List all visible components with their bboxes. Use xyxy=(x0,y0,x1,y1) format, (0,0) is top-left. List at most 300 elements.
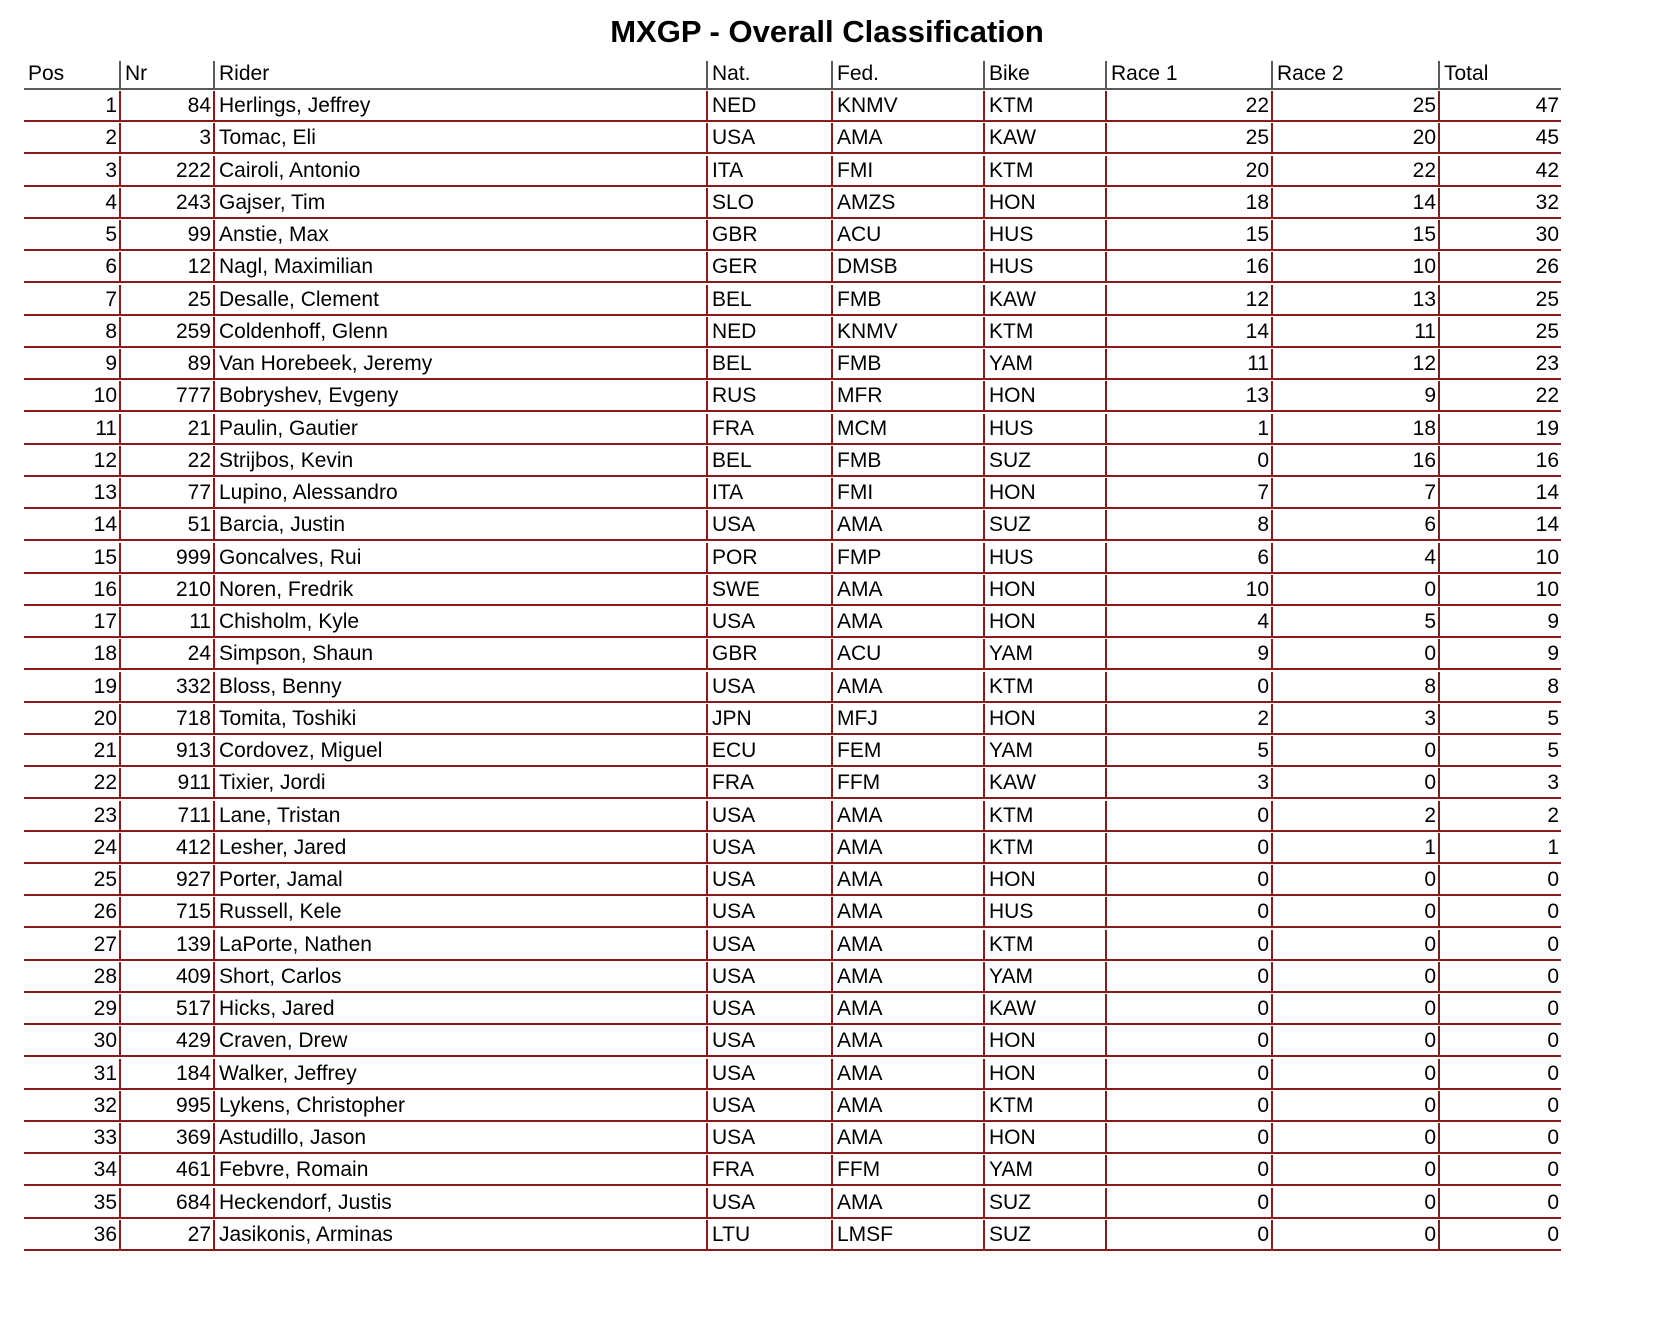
table-cell-race2: 0 xyxy=(1273,930,1440,961)
table-cell-fed: AMA xyxy=(833,123,985,154)
table-cell-pos: 27 xyxy=(24,930,121,961)
table-cell-total: 19 xyxy=(1440,414,1561,445)
table-cell-race2: 0 xyxy=(1273,736,1440,767)
table-cell-race2: 5 xyxy=(1273,607,1440,638)
table-cell-pos: 28 xyxy=(24,962,121,993)
header-divider xyxy=(1438,61,1440,90)
table-cell-rider: Lupino, Alessandro xyxy=(215,478,708,509)
table-cell-nr: 429 xyxy=(121,1026,215,1057)
table-cell-total: 9 xyxy=(1440,639,1561,670)
table-cell-race2: 10 xyxy=(1273,252,1440,283)
table-cell-race1: 11 xyxy=(1107,349,1273,380)
table-cell-rider: Chisholm, Kyle xyxy=(215,607,708,638)
table-cell-race2: 12 xyxy=(1273,349,1440,380)
table-cell-bike: KAW xyxy=(985,768,1107,799)
table-cell-race2: 4 xyxy=(1273,543,1440,574)
table-cell-fed: FMB xyxy=(833,446,985,477)
table-cell-nr: 259 xyxy=(121,317,215,348)
table-cell-nr: 913 xyxy=(121,736,215,767)
table-cell-race1: 1 xyxy=(1107,414,1273,445)
table-cell-rider: Noren, Fredrik xyxy=(215,575,708,606)
column-header-nr: Nr xyxy=(121,59,215,90)
table-cell-pos: 21 xyxy=(24,736,121,767)
table-cell-race1: 9 xyxy=(1107,639,1273,670)
table-cell-nat: RUS xyxy=(708,381,833,412)
table-cell-nr: 51 xyxy=(121,510,215,541)
table-cell-total: 0 xyxy=(1440,1059,1561,1090)
table-cell-nat: USA xyxy=(708,801,833,832)
table-cell-race2: 0 xyxy=(1273,1123,1440,1154)
header-divider xyxy=(983,61,985,90)
table-cell-pos: 5 xyxy=(24,220,121,251)
table-cell-nr: 995 xyxy=(121,1091,215,1122)
table-cell-pos: 17 xyxy=(24,607,121,638)
table-cell-nr: 369 xyxy=(121,1123,215,1154)
table-cell-fed: AMA xyxy=(833,672,985,703)
table-cell-rider: Tixier, Jordi xyxy=(215,768,708,799)
table-cell-nr: 777 xyxy=(121,381,215,412)
table-cell-pos: 29 xyxy=(24,994,121,1025)
table-cell-race1: 0 xyxy=(1107,1123,1273,1154)
table-cell-rider: Craven, Drew xyxy=(215,1026,708,1057)
column-header-race2: Race 2 xyxy=(1273,59,1440,90)
table-cell-rider: Walker, Jeffrey xyxy=(215,1059,708,1090)
table-cell-race1: 0 xyxy=(1107,962,1273,993)
table-cell-bike: YAM xyxy=(985,639,1107,670)
table-cell-fed: AMA xyxy=(833,1091,985,1122)
table-cell-fed: AMA xyxy=(833,897,985,928)
table-cell-pos: 12 xyxy=(24,446,121,477)
table-cell-race2: 0 xyxy=(1273,1059,1440,1090)
table-cell-bike: KAW xyxy=(985,994,1107,1025)
table-cell-total: 32 xyxy=(1440,188,1561,219)
table-cell-fed: MFJ xyxy=(833,704,985,735)
table-cell-total: 3 xyxy=(1440,768,1561,799)
table-cell-race1: 5 xyxy=(1107,736,1273,767)
table-cell-fed: AMA xyxy=(833,1059,985,1090)
table-cell-race2: 7 xyxy=(1273,478,1440,509)
table-cell-nr: 210 xyxy=(121,575,215,606)
table-cell-race1: 0 xyxy=(1107,994,1273,1025)
table-cell-total: 1 xyxy=(1440,833,1561,864)
table-cell-nat: USA xyxy=(708,1091,833,1122)
table-cell-pos: 24 xyxy=(24,833,121,864)
table-cell-bike: HON xyxy=(985,865,1107,896)
table-cell-bike: HON xyxy=(985,575,1107,606)
table-cell-nat: FRA xyxy=(708,768,833,799)
table-cell-fed: AMA xyxy=(833,575,985,606)
table-cell-nr: 409 xyxy=(121,962,215,993)
table-cell-nat: ITA xyxy=(708,156,833,187)
table-cell-race2: 0 xyxy=(1273,1220,1440,1251)
table-cell-fed: ACU xyxy=(833,220,985,251)
table-cell-rider: Barcia, Justin xyxy=(215,510,708,541)
table-cell-total: 0 xyxy=(1440,994,1561,1025)
table-cell-bike: KTM xyxy=(985,1091,1107,1122)
column-header-nat: Nat. xyxy=(708,59,833,90)
table-cell-nr: 27 xyxy=(121,1220,215,1251)
table-cell-total: 26 xyxy=(1440,252,1561,283)
table-cell-fed: FMI xyxy=(833,156,985,187)
table-cell-bike: KTM xyxy=(985,156,1107,187)
table-cell-race2: 0 xyxy=(1273,1155,1440,1186)
table-cell-bike: YAM xyxy=(985,1155,1107,1186)
table-cell-nat: SLO xyxy=(708,188,833,219)
table-cell-pos: 13 xyxy=(24,478,121,509)
table-cell-nr: 927 xyxy=(121,865,215,896)
table-cell-rider: Anstie, Max xyxy=(215,220,708,251)
table-cell-race1: 0 xyxy=(1107,801,1273,832)
table-cell-bike: KTM xyxy=(985,930,1107,961)
table-cell-pos: 33 xyxy=(24,1123,121,1154)
table-cell-bike: HUS xyxy=(985,897,1107,928)
table-cell-nat: USA xyxy=(708,994,833,1025)
table-cell-total: 45 xyxy=(1440,123,1561,154)
table-cell-race1: 0 xyxy=(1107,1026,1273,1057)
table-cell-race1: 0 xyxy=(1107,446,1273,477)
table-cell-nat: ECU xyxy=(708,736,833,767)
table-cell-total: 9 xyxy=(1440,607,1561,638)
column-header-pos: Pos xyxy=(24,59,121,90)
table-cell-bike: YAM xyxy=(985,736,1107,767)
table-cell-rider: Cordovez, Miguel xyxy=(215,736,708,767)
table-cell-race2: 16 xyxy=(1273,446,1440,477)
table-cell-nat: BEL xyxy=(708,285,833,316)
column-header-total: Total xyxy=(1440,59,1561,90)
table-cell-pos: 2 xyxy=(24,123,121,154)
table-cell-race1: 0 xyxy=(1107,833,1273,864)
table-cell-bike: KTM xyxy=(985,91,1107,122)
table-cell-bike: HUS xyxy=(985,543,1107,574)
table-cell-pos: 1 xyxy=(24,91,121,122)
table-cell-fed: FEM xyxy=(833,736,985,767)
table-cell-nr: 461 xyxy=(121,1155,215,1186)
table-cell-pos: 11 xyxy=(24,414,121,445)
table-cell-pos: 35 xyxy=(24,1188,121,1219)
table-cell-rider: Simpson, Shaun xyxy=(215,639,708,670)
table-cell-rider: Russell, Kele xyxy=(215,897,708,928)
table-cell-race2: 25 xyxy=(1273,91,1440,122)
table-cell-race1: 6 xyxy=(1107,543,1273,574)
table-cell-fed: DMSB xyxy=(833,252,985,283)
table-cell-fed: AMA xyxy=(833,1123,985,1154)
table-cell-race2: 22 xyxy=(1273,156,1440,187)
table-cell-nr: 139 xyxy=(121,930,215,961)
table-cell-fed: MFR xyxy=(833,381,985,412)
table-cell-rider: Porter, Jamal xyxy=(215,865,708,896)
table-cell-total: 10 xyxy=(1440,575,1561,606)
table-cell-bike: KTM xyxy=(985,672,1107,703)
table-cell-rider: Goncalves, Rui xyxy=(215,543,708,574)
table-cell-fed: AMA xyxy=(833,607,985,638)
table-cell-race1: 22 xyxy=(1107,91,1273,122)
table-cell-total: 30 xyxy=(1440,220,1561,251)
page-title: MXGP - Overall Classification xyxy=(610,14,1044,49)
table-cell-nat: LTU xyxy=(708,1220,833,1251)
header-divider xyxy=(831,61,833,90)
table-cell-pos: 6 xyxy=(24,252,121,283)
table-cell-total: 22 xyxy=(1440,381,1561,412)
table-cell-fed: AMA xyxy=(833,1026,985,1057)
table-cell-nr: 12 xyxy=(121,252,215,283)
table-cell-fed: AMA xyxy=(833,930,985,961)
table-cell-nr: 332 xyxy=(121,672,215,703)
table-cell-total: 8 xyxy=(1440,672,1561,703)
table-cell-race1: 20 xyxy=(1107,156,1273,187)
table-cell-total: 25 xyxy=(1440,285,1561,316)
table-cell-total: 23 xyxy=(1440,349,1561,380)
table-cell-nat: USA xyxy=(708,672,833,703)
table-cell-pos: 15 xyxy=(24,543,121,574)
table-cell-race2: 0 xyxy=(1273,865,1440,896)
column-header-rider: Rider xyxy=(215,59,708,90)
table-cell-total: 14 xyxy=(1440,478,1561,509)
table-cell-race2: 0 xyxy=(1273,1188,1440,1219)
table-cell-race1: 14 xyxy=(1107,317,1273,348)
table-cell-rider: Gajser, Tim xyxy=(215,188,708,219)
table-cell-bike: KAW xyxy=(985,285,1107,316)
table-cell-fed: KNMV xyxy=(833,91,985,122)
table-cell-pos: 9 xyxy=(24,349,121,380)
header-divider xyxy=(1271,61,1273,90)
table-cell-race2: 8 xyxy=(1273,672,1440,703)
table-cell-nr: 243 xyxy=(121,188,215,219)
table-cell-fed: FFM xyxy=(833,768,985,799)
table-cell-nr: 25 xyxy=(121,285,215,316)
table-cell-nr: 412 xyxy=(121,833,215,864)
table-cell-bike: HUS xyxy=(985,252,1107,283)
table-cell-total: 16 xyxy=(1440,446,1561,477)
table-cell-race1: 12 xyxy=(1107,285,1273,316)
table-cell-total: 0 xyxy=(1440,897,1561,928)
table-cell-rider: Febvre, Romain xyxy=(215,1155,708,1186)
table-cell-nr: 99 xyxy=(121,220,215,251)
table-cell-fed: FMI xyxy=(833,478,985,509)
table-cell-fed: FMB xyxy=(833,285,985,316)
table-cell-rider: Short, Carlos xyxy=(215,962,708,993)
table-cell-total: 0 xyxy=(1440,1123,1561,1154)
table-cell-bike: KTM xyxy=(985,317,1107,348)
table-cell-nr: 684 xyxy=(121,1188,215,1219)
table-cell-bike: HUS xyxy=(985,414,1107,445)
table-cell-race2: 11 xyxy=(1273,317,1440,348)
table-cell-rider: Van Horebeek, Jeremy xyxy=(215,349,708,380)
table-cell-nr: 517 xyxy=(121,994,215,1025)
table-cell-total: 10 xyxy=(1440,543,1561,574)
table-cell-nat: FRA xyxy=(708,1155,833,1186)
table-cell-fed: KNMV xyxy=(833,317,985,348)
table-cell-nat: USA xyxy=(708,930,833,961)
table-cell-bike: HON xyxy=(985,478,1107,509)
table-cell-rider: Astudillo, Jason xyxy=(215,1123,708,1154)
table-cell-total: 0 xyxy=(1440,1220,1561,1251)
table-cell-race1: 4 xyxy=(1107,607,1273,638)
table-cell-race1: 16 xyxy=(1107,252,1273,283)
table-cell-nr: 84 xyxy=(121,91,215,122)
table-cell-nr: 715 xyxy=(121,897,215,928)
table-cell-rider: Tomac, Eli xyxy=(215,123,708,154)
table-cell-fed: AMA xyxy=(833,962,985,993)
table-cell-total: 47 xyxy=(1440,91,1561,122)
table-cell-pos: 23 xyxy=(24,801,121,832)
header-divider xyxy=(706,61,708,90)
table-cell-rider: Lesher, Jared xyxy=(215,833,708,864)
table-cell-nr: 711 xyxy=(121,801,215,832)
table-cell-nat: USA xyxy=(708,123,833,154)
table-cell-pos: 22 xyxy=(24,768,121,799)
table-cell-fed: AMA xyxy=(833,865,985,896)
table-cell-race2: 15 xyxy=(1273,220,1440,251)
table-cell-total: 14 xyxy=(1440,510,1561,541)
table-cell-nat: POR xyxy=(708,543,833,574)
table-cell-nat: USA xyxy=(708,865,833,896)
table-cell-race1: 0 xyxy=(1107,865,1273,896)
table-cell-race2: 6 xyxy=(1273,510,1440,541)
table-cell-race1: 0 xyxy=(1107,1220,1273,1251)
table-cell-total: 5 xyxy=(1440,736,1561,767)
table-cell-rider: Paulin, Gautier xyxy=(215,414,708,445)
table-cell-race1: 0 xyxy=(1107,1091,1273,1122)
table-cell-bike: SUZ xyxy=(985,1188,1107,1219)
table-cell-race2: 0 xyxy=(1273,1026,1440,1057)
table-cell-pos: 3 xyxy=(24,156,121,187)
table-cell-nat: JPN xyxy=(708,704,833,735)
table-cell-nat: USA xyxy=(708,1188,833,1219)
table-cell-fed: AMA xyxy=(833,510,985,541)
table-cell-nat: BEL xyxy=(708,446,833,477)
table-cell-fed: FMP xyxy=(833,543,985,574)
table-cell-nat: BEL xyxy=(708,349,833,380)
table-cell-nr: 77 xyxy=(121,478,215,509)
table-cell-pos: 8 xyxy=(24,317,121,348)
table-cell-pos: 31 xyxy=(24,1059,121,1090)
table-cell-rider: Tomita, Toshiki xyxy=(215,704,708,735)
table-cell-total: 42 xyxy=(1440,156,1561,187)
table-cell-nat: GBR xyxy=(708,639,833,670)
table-cell-pos: 10 xyxy=(24,381,121,412)
table-cell-race1: 0 xyxy=(1107,897,1273,928)
table-cell-race1: 7 xyxy=(1107,478,1273,509)
table-cell-rider: LaPorte, Nathen xyxy=(215,930,708,961)
table-cell-nat: SWE xyxy=(708,575,833,606)
table-cell-race1: 13 xyxy=(1107,381,1273,412)
table-cell-fed: MCM xyxy=(833,414,985,445)
table-cell-rider: Desalle, Clement xyxy=(215,285,708,316)
table-cell-fed: AMA xyxy=(833,1188,985,1219)
table-cell-bike: SUZ xyxy=(985,446,1107,477)
table-cell-nat: USA xyxy=(708,962,833,993)
table-cell-nat: USA xyxy=(708,1059,833,1090)
table-cell-race1: 0 xyxy=(1107,1155,1273,1186)
table-cell-race2: 0 xyxy=(1273,962,1440,993)
table-cell-nat: USA xyxy=(708,607,833,638)
table-cell-race1: 15 xyxy=(1107,220,1273,251)
table-cell-nr: 184 xyxy=(121,1059,215,1090)
table-cell-race1: 8 xyxy=(1107,510,1273,541)
table-cell-rider: Herlings, Jeffrey xyxy=(215,91,708,122)
table-cell-rider: Lane, Tristan xyxy=(215,801,708,832)
table-cell-nr: 24 xyxy=(121,639,215,670)
table-cell-race2: 0 xyxy=(1273,897,1440,928)
table-cell-total: 0 xyxy=(1440,1091,1561,1122)
table-cell-nr: 718 xyxy=(121,704,215,735)
table-cell-pos: 20 xyxy=(24,704,121,735)
table-cell-rider: Bloss, Benny xyxy=(215,672,708,703)
table-cell-total: 0 xyxy=(1440,1026,1561,1057)
table-cell-nr: 999 xyxy=(121,543,215,574)
table-cell-pos: 18 xyxy=(24,639,121,670)
table-cell-race1: 3 xyxy=(1107,768,1273,799)
table-cell-total: 0 xyxy=(1440,930,1561,961)
column-header-fed: Fed. xyxy=(833,59,985,90)
table-cell-fed: AMA xyxy=(833,994,985,1025)
table-cell-bike: HON xyxy=(985,381,1107,412)
table-cell-fed: FMB xyxy=(833,349,985,380)
table-cell-pos: 32 xyxy=(24,1091,121,1122)
header-divider xyxy=(213,61,215,90)
table-cell-bike: YAM xyxy=(985,962,1107,993)
table-cell-pos: 34 xyxy=(24,1155,121,1186)
table-cell-nr: 911 xyxy=(121,768,215,799)
table-cell-nat: USA xyxy=(708,510,833,541)
table-cell-race2: 0 xyxy=(1273,1091,1440,1122)
table-cell-nat: USA xyxy=(708,897,833,928)
table-cell-bike: HUS xyxy=(985,220,1107,251)
table-cell-fed: AMA xyxy=(833,801,985,832)
header-divider xyxy=(1105,61,1107,90)
table-cell-nr: 222 xyxy=(121,156,215,187)
table-cell-fed: LMSF xyxy=(833,1220,985,1251)
table-cell-rider: Heckendorf, Justis xyxy=(215,1188,708,1219)
table-cell-nat: ITA xyxy=(708,478,833,509)
table-cell-race2: 3 xyxy=(1273,704,1440,735)
column-header-bike: Bike xyxy=(985,59,1107,90)
table-cell-rider: Jasikonis, Arminas xyxy=(215,1220,708,1251)
table-cell-fed: AMZS xyxy=(833,188,985,219)
table-cell-bike: KTM xyxy=(985,833,1107,864)
table-cell-bike: KAW xyxy=(985,123,1107,154)
table-cell-rider: Bobryshev, Evgeny xyxy=(215,381,708,412)
table-cell-nat: FRA xyxy=(708,414,833,445)
table-cell-nat: NED xyxy=(708,91,833,122)
table-cell-total: 0 xyxy=(1440,1188,1561,1219)
table-cell-race1: 2 xyxy=(1107,704,1273,735)
table-cell-race1: 25 xyxy=(1107,123,1273,154)
table-cell-race1: 0 xyxy=(1107,1188,1273,1219)
table-cell-race2: 18 xyxy=(1273,414,1440,445)
table-cell-bike: HON xyxy=(985,188,1107,219)
table-cell-total: 5 xyxy=(1440,704,1561,735)
table-cell-nat: USA xyxy=(708,1123,833,1154)
table-cell-bike: HON xyxy=(985,704,1107,735)
table-cell-race2: 0 xyxy=(1273,575,1440,606)
table-cell-bike: KTM xyxy=(985,801,1107,832)
table-cell-pos: 36 xyxy=(24,1220,121,1251)
table-cell-total: 0 xyxy=(1440,865,1561,896)
table-cell-race2: 0 xyxy=(1273,639,1440,670)
table-cell-race2: 0 xyxy=(1273,994,1440,1025)
table-cell-total: 0 xyxy=(1440,962,1561,993)
table-cell-bike: HON xyxy=(985,1123,1107,1154)
table-cell-rider: Lykens, Christopher xyxy=(215,1091,708,1122)
table-cell-race2: 9 xyxy=(1273,381,1440,412)
header-divider xyxy=(119,61,121,90)
table-cell-pos: 26 xyxy=(24,897,121,928)
table-cell-bike: HON xyxy=(985,1059,1107,1090)
table-cell-total: 0 xyxy=(1440,1155,1561,1186)
table-cell-nr: 11 xyxy=(121,607,215,638)
table-cell-pos: 7 xyxy=(24,285,121,316)
